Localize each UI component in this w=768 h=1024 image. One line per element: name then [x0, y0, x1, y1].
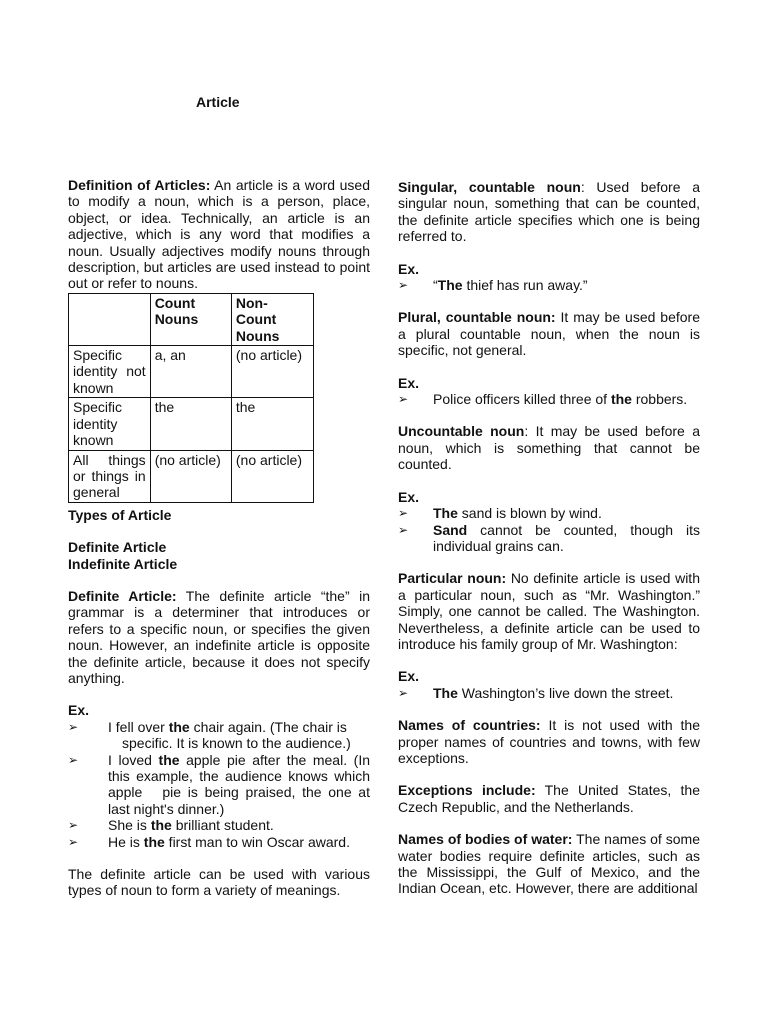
- water-label: Names of bodies of water:: [398, 831, 573, 848]
- example-text: Police officers killed three of: [433, 391, 611, 408]
- example-text: chair again. (The chair is: [189, 718, 347, 735]
- water-text: The names of some water bodies require definite articles, such as the Mississippi, the Gulf of Mexico, and the Indian Ocean, etc. However, there are additional: [398, 831, 700, 897]
- example-bold: the: [158, 751, 180, 768]
- list-item: [68, 834, 370, 850]
- arrow-bullet-icon: ➢: [68, 719, 79, 734]
- particular-text: No definite article is used with a particular noun, such as “Mr. Washington.” Simply, one cannot be called. The Washington. Nevertheless, a definite article can be used to introduce his family group of Mr. Washington:: [398, 570, 700, 652]
- uncountable-text: : It may be used before a noun, which is something that cannot be counted.: [398, 423, 700, 473]
- page-title: Article: [196, 94, 240, 110]
- ex-label: [398, 489, 700, 505]
- definition-paragraph: [68, 177, 370, 292]
- singular-label: Singular, countable noun: [398, 179, 581, 195]
- table-cell: Specific identity not known: [69, 346, 151, 398]
- list-item: [398, 505, 700, 521]
- plural-text: It may be used before a plural countable noun, when the noun is specific, not general.: [398, 309, 701, 359]
- example-bold: the: [168, 718, 190, 735]
- definition-label: Definition of Articles:: [68, 177, 211, 193]
- type-indefinite: [68, 556, 370, 572]
- ex-label-text: Ex.: [68, 702, 90, 719]
- arrow-bullet-icon: ➢: [398, 506, 409, 521]
- table-header-cell: [69, 293, 151, 345]
- example-text: I fell over: [108, 718, 169, 735]
- exceptions-label: Exceptions include:: [398, 782, 536, 799]
- example-list: [68, 719, 370, 850]
- singular-paragraph: [398, 179, 700, 245]
- type-indefinite-text: Indefinite Article: [68, 555, 178, 572]
- list-item: [398, 685, 700, 701]
- singular-text: : Used before a singular noun, something that can be counted, the definite article specifies which one is being referred to.: [398, 179, 700, 245]
- list-item: [68, 817, 370, 833]
- ex-label-text: Ex.: [398, 260, 420, 277]
- list-item: [68, 719, 370, 752]
- definite-label: Definite Article:: [68, 587, 177, 604]
- arrow-bullet-icon: ➢: [398, 278, 409, 293]
- example-continuation: specific. It is known to the audience.): [122, 735, 351, 752]
- table-header-cell: Count Nouns: [150, 293, 231, 345]
- ex-label: [68, 702, 370, 718]
- list-item: [68, 752, 370, 818]
- table-row: [69, 450, 314, 502]
- table-cell: All things or things in general: [69, 450, 151, 502]
- definition-text: An article is a word used to modify a noun, which is a person, place, object, or idea. Technically, an article is an adjective, which is any word that modifies a noun. Usually adjectives modify nouns through description, but articles are used instead to point out or refer to nouns.: [68, 177, 370, 292]
- table-row: [69, 346, 314, 398]
- list-item: [398, 277, 700, 293]
- table-header-cell: Non- Count Nouns: [231, 293, 313, 345]
- list-item: [398, 522, 700, 555]
- example-bold: the: [610, 391, 632, 408]
- particular-paragraph: [398, 570, 700, 652]
- left-column: [68, 177, 370, 899]
- countries-text: It is not used with the proper names of countries and towns, with few exceptions.: [398, 717, 700, 766]
- table-cell: the: [150, 398, 231, 450]
- ex-label-text: Ex.: [398, 374, 420, 391]
- arrow-bullet-icon: ➢: [68, 834, 79, 849]
- definite-paragraph: [68, 588, 370, 686]
- ex-label: [398, 375, 700, 391]
- right-column: [398, 179, 700, 897]
- particular-label: Particular noun:: [398, 570, 507, 587]
- example-text: “: [433, 277, 438, 294]
- countries-paragraph: [398, 717, 700, 766]
- uncountable-label: Uncountable noun: [398, 423, 525, 440]
- plural-paragraph: [398, 309, 700, 358]
- example-text: He is: [108, 833, 144, 850]
- example-text: first man to win Oscar award.: [164, 833, 350, 850]
- list-item: [398, 391, 700, 407]
- definite-text: The definite article “the” in grammar is a determiner that introduces or refers to a specific noun, or specifies the given noun. However, an indefinite article is opposite the definite article, because it does not specify anything.: [68, 587, 370, 686]
- example-text: Washington’s live down the street.: [457, 684, 674, 701]
- table-cell: Specific identity known: [69, 398, 151, 450]
- closing-paragraph: The definite article can be used with various types of noun to form a variety of meanings.: [68, 866, 370, 899]
- countries-label: Names of countries:: [398, 717, 541, 734]
- table-cell: (no article): [150, 450, 231, 502]
- example-bold: The: [433, 684, 458, 701]
- table-row: [69, 398, 314, 450]
- water-paragraph: [398, 831, 700, 897]
- table-cell: (no article): [231, 346, 313, 398]
- plural-label: Plural, countable noun:: [398, 309, 556, 326]
- example-bold: the: [143, 833, 165, 850]
- arrow-bullet-icon: ➢: [68, 818, 79, 833]
- type-definite-text: Definite Article: [68, 539, 167, 556]
- example-bold: Sand: [433, 521, 468, 538]
- arrow-bullet-icon: ➢: [398, 685, 409, 700]
- example-text: robbers.: [631, 391, 688, 408]
- arrow-bullet-icon: ➢: [398, 392, 409, 407]
- example-text: cannot be counted, though its individual grains can.: [433, 521, 700, 554]
- example-text: I loved: [108, 751, 159, 768]
- types-heading: [68, 507, 370, 523]
- ex-label: [398, 261, 700, 277]
- example-list: [398, 391, 700, 407]
- table-cell: (no article): [231, 450, 313, 502]
- uncountable-paragraph: [398, 423, 700, 472]
- table-header-row: [69, 293, 314, 345]
- example-bold: the: [150, 817, 172, 834]
- table-cell: the: [231, 398, 313, 450]
- example-text: apple pie after the meal. (In this example, the audience knows which apple pie is being praised, the one at last night's dinner.): [108, 751, 371, 817]
- ex-label: [398, 668, 700, 684]
- article-table: [68, 293, 314, 503]
- type-definite: [68, 539, 370, 555]
- example-text: thief has run away.”: [462, 277, 588, 294]
- example-bold: The: [433, 505, 458, 522]
- example-list: [398, 505, 700, 554]
- example-list: [398, 277, 700, 293]
- types-heading-text: Types of Article: [68, 506, 172, 523]
- example-list: [398, 685, 700, 701]
- ex-label-text: Ex.: [398, 668, 420, 685]
- table-cell: a, an: [150, 346, 231, 398]
- exceptions-paragraph: [398, 782, 700, 815]
- arrow-bullet-icon: ➢: [68, 752, 79, 767]
- example-text: brilliant student.: [171, 817, 274, 834]
- example-bold: The: [437, 277, 463, 294]
- exceptions-text: The United States, the Czech Republic, and the Netherlands.: [398, 782, 700, 815]
- arrow-bullet-icon: ➢: [398, 522, 409, 537]
- example-text: sand is blown by wind.: [457, 505, 602, 522]
- ex-label-text: Ex.: [398, 488, 420, 505]
- example-text: She is: [108, 817, 151, 834]
